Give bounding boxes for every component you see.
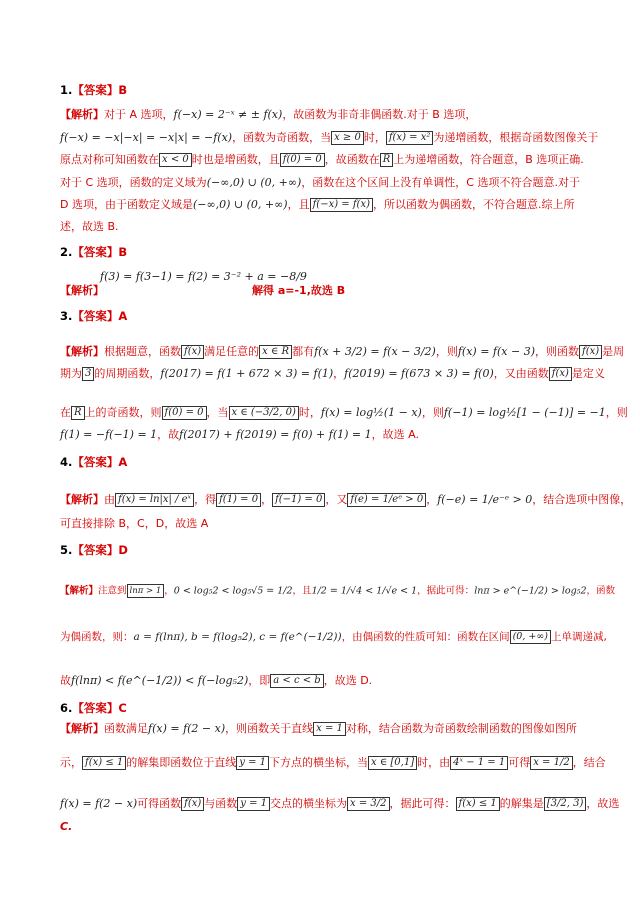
answer-label: 【答案】 [72,245,119,259]
boxed-formula: y = 1 [237,797,270,811]
text: 时，由 [417,756,451,769]
q3-line-3 [60,406,628,420]
text: 对于 C 选项，函数的定义域为 [60,176,207,189]
q2-line-1 [60,270,307,284]
boxed-formula: f(x) ≤ 1 [456,797,500,811]
formula: f(x) = log½(1 − x) [320,406,422,419]
boxed-formula: x = 1/2 [530,756,572,770]
text: ，函数在这个区间上没有单调性，C 选项不符合题意.对于 [301,176,580,189]
text: ，函数 [586,585,616,597]
q1-line-1 [60,108,476,122]
answer-value: D [118,543,128,557]
formula: f(x) = f(2 − x) [60,797,138,810]
boxed-formula: x ≥ 0 [331,131,364,145]
text: 为递增函数，根据奇函数图像关于 [433,131,599,144]
text: ，则 [435,345,458,358]
text: 由 [104,493,115,506]
q5-line-3 [60,674,372,688]
text: 是周 [602,345,625,358]
text: ，所以函数为偶函数，不符合题意.综上所 [373,198,575,211]
boxed-formula: f(x) [549,367,572,381]
answer-value: B [118,245,128,259]
jiexi-label: 【解析】 [60,345,104,358]
text: ，函数为奇函数，当 [232,131,332,144]
boxed-formula: f(−1) = 0 [272,493,325,507]
q1-line-6 [60,220,119,234]
boxed-formula: f(e) = 1/eᵉ > 0 [347,493,426,507]
answer-label: 【答案】 [72,701,119,715]
answer-label: 【答案】 [72,455,119,469]
text: ，结合选项中图像， [532,493,632,506]
text: ，据此可得： [417,585,475,597]
text: 都有 [292,345,315,358]
text: 时， [363,131,386,144]
q5-line-2 [60,630,607,644]
text: ，得 [194,493,217,506]
boxed-formula: f(x) [181,345,204,359]
boxed-formula: lnπ > 1 [127,584,165,598]
formula: f(−x) = −x|−x| = −x|x| = −f(x) [60,131,233,144]
text: 在 [60,406,71,419]
text: ，即 [248,674,271,687]
text: ，又 [325,493,348,506]
boxed-formula: f(1) = 0 [216,493,261,507]
answer-5 [60,542,128,558]
text: 下方点的横坐标，当 [269,756,368,769]
formula: f(−1) = log½[1 − (−1)] = −1 [443,406,606,419]
q3-line-2 [60,367,605,381]
boxed-formula: x ∈ [0,1] [368,756,417,770]
boxed-formula: (0, +∞) [510,630,551,644]
text: ， [426,493,438,506]
question-number: 1. [60,83,73,97]
boxed-formula: f(x) = ln|x| / eˣ [115,493,194,507]
boxed-formula: f(x) = x² [386,131,434,145]
question-number: 4. [60,455,73,469]
q6-line-4 [60,820,72,834]
boxed-formula: a < c < b [270,674,323,688]
text: ，则 [421,406,444,419]
boxed-formula: R [71,406,85,420]
text: 述，故选 B. [60,220,119,233]
formula: (−∞,0) ∪ (0, +∞) [206,176,302,189]
boxed-formula: R [380,153,394,167]
jiexi-label: 【解析】 [60,493,104,506]
formula: f(x) = f(x − 3) [457,345,535,358]
q1-line-4 [60,176,580,190]
question-number: 2. [60,245,73,259]
answer-2 [60,244,127,260]
text: 为偶函数，则： [60,631,134,643]
formula: lnπ > e^(−1/2) > log₅2 [474,585,587,597]
q6-line-2 [60,756,606,770]
boxed-formula: x ∈ R [259,345,292,359]
formula: f(2019) = f(673 × 3) = f(0) [344,367,494,380]
boxed-formula: f(x) [181,797,204,811]
text: 上为递增函数，符合题意，B 选项正确. [393,153,584,166]
jiexi-label: 【解析】 [60,284,104,297]
formula: f(1) = −f(−1) = 1 [60,428,158,441]
answer-4 [60,454,127,470]
answer-value: A [118,309,128,323]
answer-label: 【答案】 [72,543,119,557]
boxed-formula: y = 1 [236,756,269,770]
text: 根据题意，函数 [104,345,181,358]
text: ， [261,493,273,506]
question-number: 5. [60,543,73,557]
text: 交点的横坐标为 [270,797,348,810]
answer-value: C [118,701,127,715]
boxed-formula: f(0) = 0 [162,406,207,420]
boxed-formula: x = 1 [313,722,346,736]
text: 示， [60,756,82,769]
q1-line-2 [60,131,598,145]
text: ，则函数 [535,345,579,358]
text: ，故 [157,428,180,441]
answer-value: B [118,83,128,97]
boxed-formula: f(x) [579,345,602,359]
text: 故 [60,674,71,687]
formula: 1/2 = 1/√4 < 1/√e < 1 [311,585,418,597]
boxed-formula: f(x) ≤ 1 [82,756,126,770]
boxed-formula: x ∈ (−3/2, 0) [229,406,299,420]
q4-line-1 [60,493,631,507]
boxed-formula: x < 0 [159,153,192,167]
text: 是定义 [571,367,605,380]
text: C. [60,820,73,833]
text: 注意到 [98,585,127,597]
text: 期为 [60,367,82,380]
text: ，故函数为非奇非偶函数.对于 B 选项， [282,108,477,121]
text: ，结合 [572,756,606,769]
q4-line-2 [60,517,208,531]
q3-line-4 [60,428,419,442]
question-number: 3. [60,309,73,323]
text: 上的奇函数，则 [84,406,162,419]
text: 与函数 [204,797,238,810]
text: ，故选 A. [371,428,419,441]
q1-line-5 [60,198,575,212]
formula: f(x + 3/2) = f(x − 3/2) [314,345,436,358]
formula: (−∞,0) ∪ (0, +∞) [192,198,288,211]
boxed-formula: x = 3/2 [347,797,389,811]
text: ，且 [292,585,312,597]
jiexi-label: 【解析】 [60,108,104,121]
boxed-formula: 3 [82,367,94,381]
formula: f(2017) + f(2019) = f(0) + f(1) = 1 [179,428,372,441]
q3-line-1 [60,345,624,359]
answer-6 [60,700,127,716]
formula: f(3) = f(3−1) = f(2) = 3⁻² + a = −8/9 [100,270,307,283]
formula: f(−x) = 2⁻ˣ ≠ ± f(x) [173,108,283,121]
text: 时， [298,406,321,419]
formula: 0 < log₅2 < log₅√5 = 1/2 [173,585,293,597]
text: 可得 [508,756,531,769]
text: 函数满足 [104,722,148,735]
text: ，则函数关于直线 [225,722,314,735]
boxed-formula: [3/2, 3) [544,797,587,811]
text: ，故函数在 [324,153,380,166]
text: 的周期函数， [94,367,161,380]
text: ，且 [287,198,310,211]
answer-label: 【答案】 [72,309,119,323]
text: ， [164,585,174,597]
jiexi-label: 【解析】 [60,722,104,735]
text: ，由偶函数的性质可知：函数在区间 [341,631,510,643]
formula: a = f(lnπ), b = f(log₅2), c = f(e^(−1/2)) [133,631,342,643]
text: 满足任意的 [204,345,260,358]
boxed-formula: f(0) = 0 [280,153,325,167]
text: ，当 [206,406,229,419]
text: ， [333,367,345,380]
text: 上单调递减, [550,631,607,643]
answer-1 [60,82,127,98]
text: 解得 a=-1,故选 B [252,284,346,297]
text: 可得函数 [137,797,182,810]
question-number: 6. [60,701,73,715]
text: ，故选 D. [323,674,373,687]
q6-line-1 [60,722,577,736]
q2-line-2 [60,284,345,298]
q5-line-1 [60,584,615,599]
text: ，又由函数 [493,367,549,380]
answer-label: 【答案】 [72,83,119,97]
boxed-formula: 4ˣ − 1 = 1 [450,756,508,770]
text: 的解集即函数位于直线 [126,756,237,769]
text: ，故选 [586,797,620,810]
text: 对于 A 选项， [104,108,174,121]
text: ，据此可得： [389,797,456,810]
text: 的解集是 [499,797,544,810]
answer-value: A [118,455,128,469]
formula: f(2017) = f(1 + 672 × 3) = f(1) [160,367,334,380]
answer-3 [60,308,127,324]
text: 时也是增函数，且 [191,153,280,166]
text: D 选项，由于函数定义域是 [60,198,193,211]
formula: f(lnπ) < f(e^(−1/2)) < f(−log₅2) [71,674,249,687]
text: 可直接排除 B，C，D，故选 A [60,517,209,530]
formula: f(−e) = 1/e⁻ᵉ > 0 [437,493,533,506]
boxed-formula: f(−x) = f(x) [310,198,373,212]
text: ，则 [605,406,628,419]
formula: f(x) = f(2 − x) [148,722,226,735]
text: 原点对称可知函数在 [60,153,159,166]
q6-line-3 [60,797,619,811]
q1-line-3 [60,153,584,167]
text: 对称，结合函数为奇函数绘制函数的图像如图所 [345,722,577,735]
jiexi-label: 【解析】 [60,585,99,597]
